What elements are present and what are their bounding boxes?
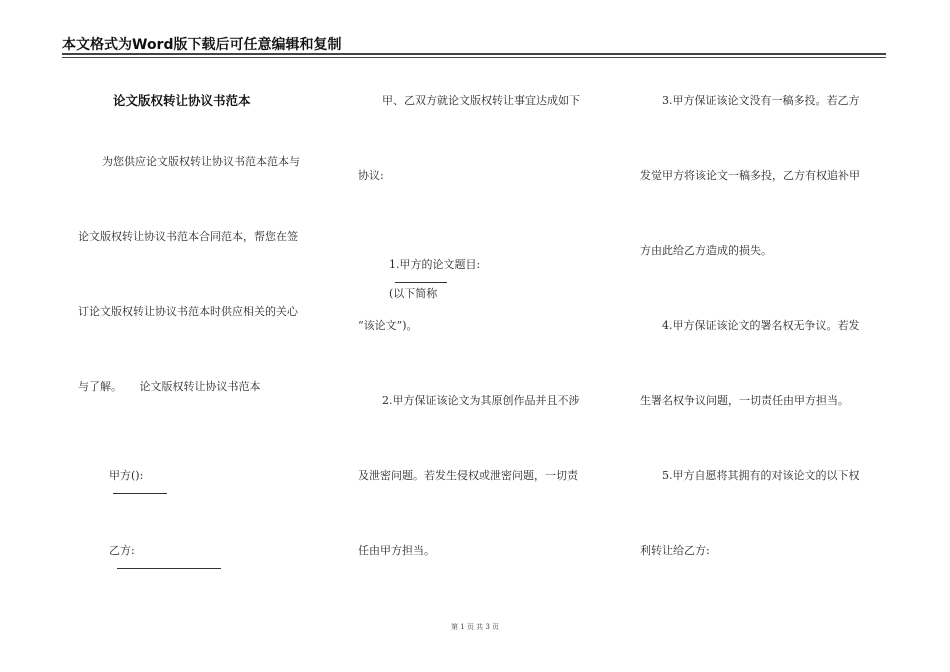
col1-line: 为您供应论文版权转让协议书范本范本与 [102, 155, 300, 168]
party-b-blank [117, 558, 221, 569]
col2-line: 协议: [358, 169, 384, 182]
col1-line: 与了解。 论文版权转让协议书范本 [78, 380, 261, 393]
col3-line: 方由此给乙方造成的损失。 [640, 244, 772, 257]
col3-line: 3.甲方保证该论文没有一稿多投。若乙方 [662, 94, 860, 107]
party-a-row [102, 455, 167, 498]
col1-line: 订论文版权转让协议书范本时供应相关的关心 [78, 305, 298, 318]
paper-title-row [382, 244, 480, 301]
col2-line: 及泄密问题。若发生侵权或泄密问题，一切责 [358, 469, 578, 482]
document-title: 论文版权转让协议书范本 [113, 93, 251, 108]
party-b-row [102, 530, 221, 573]
col1-line: 论文版权转让协议书范本合同范本，帮您在签 [78, 230, 298, 243]
col3-line: 发觉甲方将该论文一稿多投，乙方有权追补甲 [640, 169, 860, 182]
paper-title-label: 1.甲方的论文题目: [389, 258, 481, 271]
col2-line: “该论文”)。 [358, 319, 418, 332]
paper-title-note: (以下简称 [389, 287, 438, 300]
paper-title-blank [395, 272, 447, 283]
page-number: 第 1 页 共 3 页 [450, 623, 500, 631]
party-a-blank [113, 483, 167, 494]
party-b-label: 乙方: [109, 544, 135, 557]
col3-line: 利转让给乙方: [640, 544, 710, 557]
col2-line: 甲、乙双方就论文版权转让事宜达成如下 [382, 94, 580, 107]
header-rule-thick [62, 53, 886, 55]
col3-line: 5.甲方自愿将其拥有的对该论文的以下权 [662, 469, 860, 482]
party-a-label: 甲方(): [109, 469, 144, 482]
col2-line: 2.甲方保证该论文为其原创作品并且不涉 [382, 394, 580, 407]
document-header: 本文格式为Word版下载后可任意编辑和复制 [62, 37, 342, 53]
col2-line: 任由甲方担当。 [358, 544, 435, 557]
header-rule-thin [62, 57, 886, 58]
col3-line: 4.甲方保证该论文的署名权无争议。若发 [662, 319, 860, 332]
col3-line: 生署名权争议问题，一切责任由甲方担当。 [640, 394, 849, 407]
